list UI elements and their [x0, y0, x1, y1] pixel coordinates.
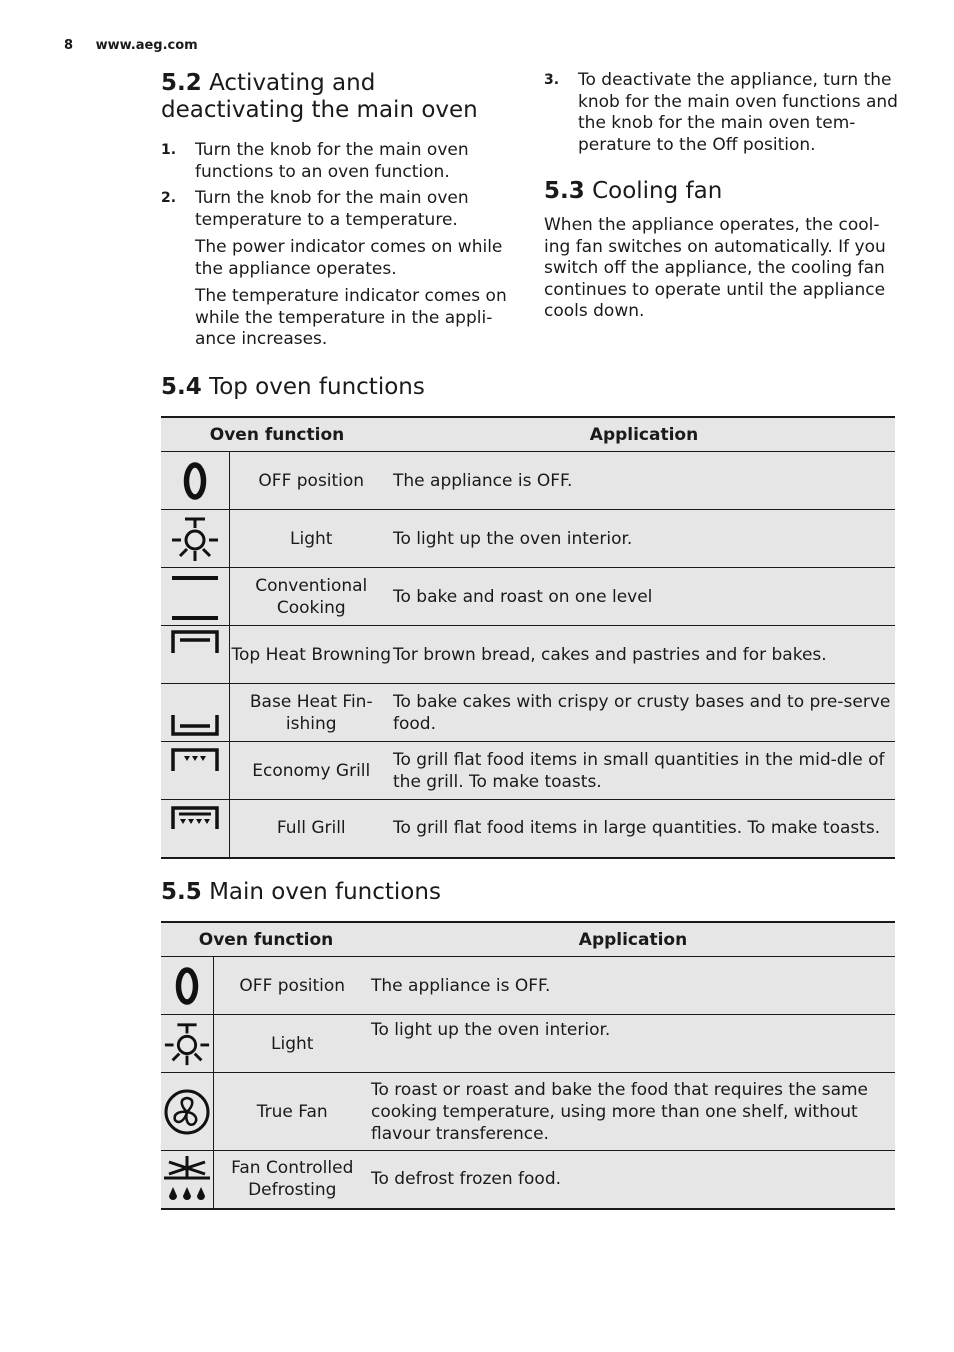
function-name: OFF position [213, 957, 371, 1015]
function-name: OFF position [229, 452, 393, 510]
function-application: The appliance is OFF. [393, 452, 895, 510]
col-header-application: Application [371, 922, 895, 957]
top-oven-functions-table [161, 416, 895, 859]
conventional-cooking-icon [170, 572, 220, 622]
true-fan-icon [163, 1088, 211, 1136]
page-number: 8 [64, 38, 74, 53]
function-name: Economy Grill [229, 742, 393, 800]
function-application: To bake cakes with crispy or crusty bases and to pre-serve food. [393, 684, 895, 742]
function-application: To roast or roast and bake the food that requires the same cooking temperature, using more than one shelf, without flavour transference. [371, 1073, 895, 1151]
function-application: To grill flat food items in large quantities. To make toasts. [393, 800, 895, 858]
function-name: Top Heat Browning [229, 626, 393, 684]
col-header-application: Application [393, 417, 895, 452]
table-row [161, 1073, 895, 1151]
section-5-4-heading: 5.4 Top oven functions [161, 374, 425, 400]
function-application: To defrost frozen food. [371, 1151, 895, 1209]
note-power-indicator: The power indicator comes on while the appliance operates. [195, 237, 503, 279]
note-temperature-indicator: The temperature indicator comes on while the temperature in the appli-ance increases. [195, 286, 507, 349]
col-header-function: Oven function [161, 417, 393, 452]
page-header [64, 38, 198, 53]
light-icon [170, 516, 220, 562]
table-row [161, 800, 895, 858]
function-name: True Fan [213, 1073, 371, 1151]
table-row [161, 1151, 895, 1209]
section-5-3-heading: 5.3 Cooling fan [544, 178, 723, 204]
table-row [161, 742, 895, 800]
table-row [161, 626, 895, 684]
section-5-2 [161, 70, 516, 351]
defrost-icon [162, 1154, 212, 1204]
function-application: To grill flat food items in small quantities in the mid-dle of the grill. To make toasts. [393, 742, 895, 800]
function-name: Light [213, 1015, 371, 1073]
base-heat-icon [170, 713, 220, 737]
section-5-5-heading: 5.5 Main oven functions [161, 879, 441, 905]
table-header-row [161, 922, 895, 957]
main-oven-functions-table [161, 921, 895, 1210]
function-application: To light up the oven interior. [371, 1015, 895, 1073]
function-name: Fan Controlled Defrosting [213, 1151, 371, 1209]
off-position-icon [180, 459, 210, 503]
off-position-icon [172, 964, 202, 1008]
website-url: www.aeg.com [95, 38, 198, 53]
table-row [161, 568, 895, 626]
economy-grill-icon [170, 747, 220, 773]
top-heat-icon [170, 629, 220, 655]
light-icon [163, 1021, 211, 1067]
function-name: Base Heat Fin-ishing [229, 684, 393, 742]
table-row [161, 684, 895, 742]
function-name: Full Grill [229, 800, 393, 858]
step-1: 1. Turn the knob for the main oven functions to an oven function. [161, 140, 469, 182]
cooling-fan-text: When the appliance operates, the cool-ing fan switches on automatically. If you switch off the appliance, the cooling fan continues to operate until the appliance cools down. [544, 215, 886, 321]
function-name: Light [229, 510, 393, 568]
col-header-function: Oven function [161, 922, 371, 957]
table-row [161, 1015, 895, 1073]
function-application: To light up the oven interior. [393, 510, 895, 568]
right-column [544, 70, 899, 323]
table-row [161, 510, 895, 568]
full-grill-icon [170, 805, 220, 831]
function-application: Tor brown bread, cakes and pastries and for bakes. [393, 626, 895, 684]
function-application: To bake and roast on one level [393, 568, 895, 626]
section-5-2-heading: 5.2 Activating and deactivating the main oven [161, 70, 478, 123]
function-name: Conventional Cooking [229, 568, 393, 626]
table-row [161, 452, 895, 510]
table-row [161, 957, 895, 1015]
table-header-row [161, 417, 895, 452]
function-application: The appliance is OFF. [371, 957, 895, 1015]
step-3: 3. To deactivate the appliance, turn the knob for the main oven functions and the knob for the main oven tem-perature to the Off position. [544, 70, 898, 155]
step-2: 2. Turn the knob for the main oven temperature to a temperature. [161, 188, 469, 230]
